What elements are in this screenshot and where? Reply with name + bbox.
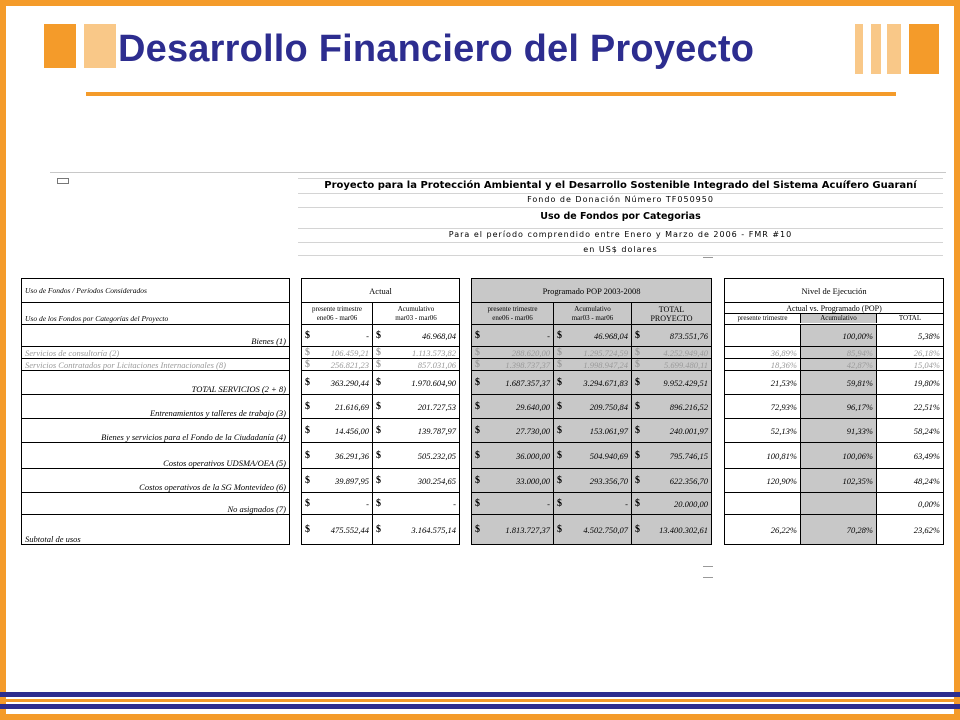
slide-title: Desarrollo Financiero del Proyecto: [118, 28, 755, 70]
cell-e_total: 22,51%: [877, 395, 944, 419]
sheet-project-title: Proyecto para la Protección Ambiental y el Desarrollo Sostenible Integrado del Sistema Acuífero Guaraní: [298, 178, 943, 192]
cell-p_acum: $ 504.940,69: [554, 443, 632, 469]
cell-e_acum: 70,28%: [801, 515, 877, 545]
header-label: Uso de Fondos / Períodos Considerados: [22, 279, 290, 303]
sheet-period: Para el período comprendido entre Enero y Marzo de 2006 - FMR #10: [298, 228, 943, 240]
header-programmed: Programado POP 2003-2008: [472, 279, 712, 303]
cell-a_acum: $ 300.254,65: [373, 469, 460, 493]
cell-a_acum: $ 139.787,97: [373, 419, 460, 443]
table-row: [22, 515, 944, 545]
cell-p_total: $ 873.551,76: [632, 325, 712, 347]
sheet-grant: Fondo de Donación Número TF050950: [298, 193, 943, 205]
cell-p_pres: $ 1.813.727,37: [472, 515, 554, 545]
row-label: Costos operativos UDSMA/OEA (5): [22, 443, 290, 469]
funds-table: [21, 278, 944, 545]
cell-e_pres: 36,89%: [725, 347, 801, 359]
header-actual-cumulative: Acumulativo mar03 - mar06: [373, 303, 460, 325]
title-underline: [86, 92, 896, 96]
bottom-stripe-1: [0, 692, 960, 697]
cell-e_acum: 100,06%: [801, 443, 877, 469]
header-prog-present: presente trimestre ene06 - mar06: [472, 303, 554, 325]
cell-p_pres: $ 288.620,00: [472, 347, 554, 359]
cell-p_pres: $ -: [472, 325, 554, 347]
cell-e_acum: 42,87%: [801, 359, 877, 371]
cell-e_pres: [725, 493, 801, 515]
sheet-checkbox: [57, 178, 69, 184]
cell-e_acum: 59,81%: [801, 371, 877, 395]
row-label: Bienes y servicios para el Fondo de la Ciudadanía (4): [22, 419, 290, 443]
table-row: [22, 493, 944, 515]
cell-a_pres: $ -: [302, 493, 373, 515]
cell-p_total: $ 240.001,97: [632, 419, 712, 443]
cell-p_pres: $ 36.000,00: [472, 443, 554, 469]
decor-square-1: [44, 24, 76, 68]
row-label: Costos operativos de la SG Montevideo (6): [22, 469, 290, 493]
row-label: No asignados (7): [22, 493, 290, 515]
cell-e_acum: 100,00%: [801, 325, 877, 347]
bottom-stripe-3: [0, 704, 960, 709]
row-label: TOTAL SERVICIOS (2 + 8): [22, 371, 290, 395]
decor-bars: [855, 24, 945, 74]
cell-a_acum: $ 1.970.604,90: [373, 371, 460, 395]
cell-a_acum: $ -: [373, 493, 460, 515]
cell-e_pres: 21,53%: [725, 371, 801, 395]
row-label: Servicios Contratados por Licitaciones Internacionales (8): [22, 359, 290, 371]
cell-e_pres: 100,81%: [725, 443, 801, 469]
cell-e_pres: [725, 325, 801, 347]
cell-a_acum: $ 3.164.575,14: [373, 515, 460, 545]
cell-p_acum: $ 209.750,84: [554, 395, 632, 419]
cell-e_pres: 52,13%: [725, 419, 801, 443]
cell-e_acum: 91,33%: [801, 419, 877, 443]
cell-p_acum: $ 4.502.750,07: [554, 515, 632, 545]
table-row: [22, 325, 944, 347]
cell-a_acum: $ 505.232,05: [373, 443, 460, 469]
cell-p_total: $ 622.356,70: [632, 469, 712, 493]
cell-p_acum: $ 1.998.947,24: [554, 359, 632, 371]
cell-e_total: 15,04%: [877, 359, 944, 371]
cell-p_acum: $ 46.968,04: [554, 325, 632, 347]
bottom-stripe-2: [0, 699, 960, 702]
cell-p_acum: $ -: [554, 493, 632, 515]
table-body: [22, 325, 944, 545]
row-label: Entrenamientos y talleres de trabajo (3): [22, 395, 290, 419]
header-row-label: Uso de los Fondos por Categorías del Proyecto: [22, 303, 290, 325]
cell-p_pres: $ -: [472, 493, 554, 515]
sheet-mark-3: [703, 577, 713, 578]
row-label: Subtotal de usos: [22, 515, 290, 545]
header-prog-total: TOTAL PROYECTO: [632, 303, 712, 325]
cell-e_acum: 96,17%: [801, 395, 877, 419]
cell-p_total: $ 795.746,15: [632, 443, 712, 469]
cell-p_acum: $ 3.294.671,83: [554, 371, 632, 395]
cell-p_acum: $ 1.295.724,59: [554, 347, 632, 359]
cell-a_pres: $ 363.290,44: [302, 371, 373, 395]
cell-e_acum: 85,94%: [801, 347, 877, 359]
header-prog-cumulative: Acumulativo mar03 - mar06: [554, 303, 632, 325]
cell-e_total: 5,38%: [877, 325, 944, 347]
cell-a_pres: $ 14.456,00: [302, 419, 373, 443]
table-row: [22, 469, 944, 493]
header-actual: Actual: [302, 279, 460, 303]
cell-p_total: $ 13.400.302,61: [632, 515, 712, 545]
cell-a_pres: $ 39.897,95: [302, 469, 373, 493]
table-row: [22, 371, 944, 395]
cell-p_pres: $ 1.398.737,37: [472, 359, 554, 371]
table-row: [22, 419, 944, 443]
cell-e_pres: 120,90%: [725, 469, 801, 493]
row-label: Bienes (1): [22, 325, 290, 347]
cell-p_acum: $ 293.356,70: [554, 469, 632, 493]
cell-p_total: $ 4.252.949,40: [632, 347, 712, 359]
cell-a_pres: $ 21.616,69: [302, 395, 373, 419]
cell-e_pres: 18,36%: [725, 359, 801, 371]
cell-a_acum: $ 46.968,04: [373, 325, 460, 347]
cell-p_pres: $ 33.000,00: [472, 469, 554, 493]
cell-e_acum: [801, 493, 877, 515]
cell-p_pres: $ 29.640,00: [472, 395, 554, 419]
header-execution: Nivel de Ejecución: [725, 279, 944, 303]
table-sub-header-row: [22, 303, 944, 325]
cell-p_acum: $ 153.061,97: [554, 419, 632, 443]
cell-p_total: $ 20.000,00: [632, 493, 712, 515]
cell-p_pres: $ 27.730,00: [472, 419, 554, 443]
cell-p_total: $ 896.216,52: [632, 395, 712, 419]
cell-e_total: 63,49%: [877, 443, 944, 469]
row-label: Servicios de consultoría (2): [22, 347, 290, 359]
cell-p_pres: $ 1.687.357,37: [472, 371, 554, 395]
cell-e_acum: 102,35%: [801, 469, 877, 493]
decor-square-2: [84, 24, 116, 68]
cell-a_pres: $ 36.291,36: [302, 443, 373, 469]
table-row: [22, 443, 944, 469]
cell-e_total: 48,24%: [877, 469, 944, 493]
table-row: [22, 395, 944, 419]
sheet-mark-2: [703, 566, 713, 567]
cell-a_acum: $ 857.031,06: [373, 359, 460, 371]
sheet-section-title: Uso de Fondos por Categorias: [298, 207, 943, 225]
cell-e_total: 19,80%: [877, 371, 944, 395]
cell-a_pres: $ 475.552,44: [302, 515, 373, 545]
cell-a_pres: $ 106.459,21: [302, 347, 373, 359]
table-row: [22, 347, 944, 359]
cell-a_acum: $ 1.113.573,82: [373, 347, 460, 359]
table-group-header-row: [22, 279, 944, 303]
table-row: [22, 359, 944, 371]
cell-e_pres: 26,22%: [725, 515, 801, 545]
cell-e_total: 26,18%: [877, 347, 944, 359]
sheet-mark: [703, 257, 713, 258]
cell-e_total: 23,62%: [877, 515, 944, 545]
cell-p_total: $ 9.952.429,51: [632, 371, 712, 395]
cell-a_acum: $ 201.727,53: [373, 395, 460, 419]
sheet-currency: en US$ dolares: [298, 242, 943, 256]
cell-a_pres: $ 256.821,23: [302, 359, 373, 371]
cell-e_total: 58,24%: [877, 419, 944, 443]
header-exec-sub: Actual vs. Programado (POP) presente trimestre Acumulativo TOTAL: [725, 303, 944, 325]
cell-p_total: $ 5.699.480,11: [632, 359, 712, 371]
header-actual-present: presente trimestre ene06 - mar06: [302, 303, 373, 325]
cell-a_pres: $ -: [302, 325, 373, 347]
cell-e_pres: 72,93%: [725, 395, 801, 419]
cell-e_total: 0,00%: [877, 493, 944, 515]
